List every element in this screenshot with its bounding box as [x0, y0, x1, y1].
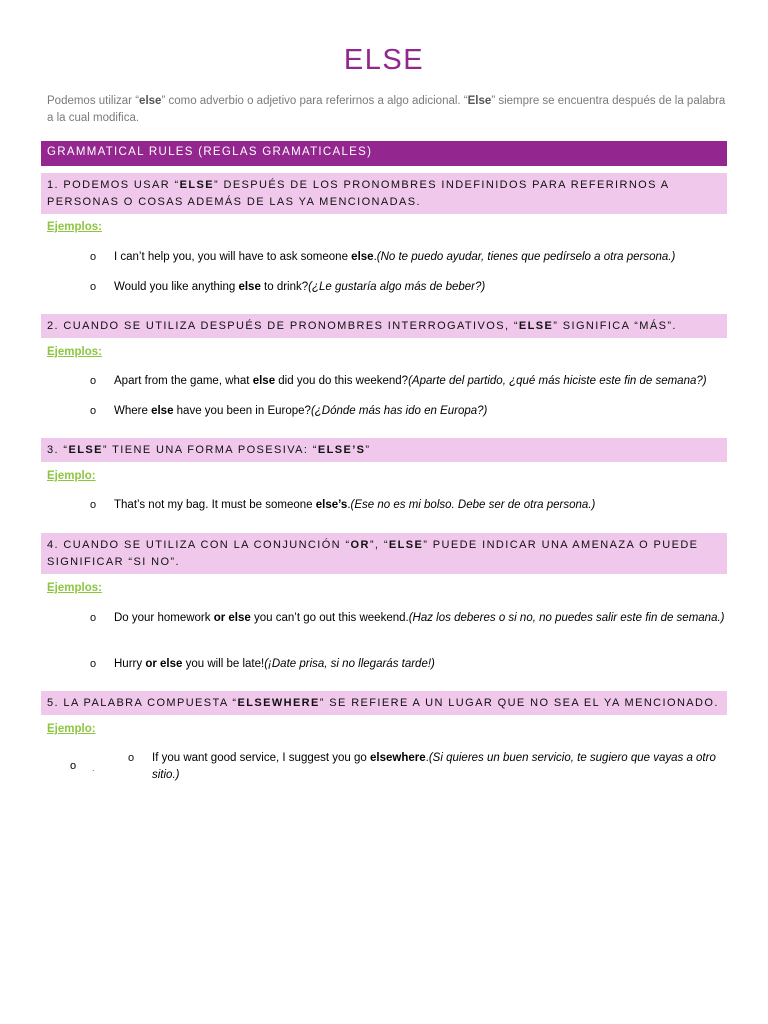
section-5-example-label: Ejemplo: [47, 723, 96, 735]
example-keyword: else [151, 405, 174, 417]
example-en-end: did you do this weekend? [275, 375, 409, 387]
bullet-icon: o [90, 405, 97, 417]
dot-icon: . [92, 763, 95, 773]
example-keyword: elsewhere [370, 752, 426, 764]
section-3-header-bold-2: ELSE’S [317, 444, 366, 456]
example-en: I can’t help you, you will have to ask someone [114, 251, 352, 263]
bullet-icon: o [90, 251, 97, 263]
section-4-header-bold: OR [350, 539, 370, 551]
section-1-header [41, 173, 727, 214]
section-2-header-bold: ELSE [518, 320, 554, 332]
example-en-end: . [373, 251, 377, 263]
section-5-header [41, 691, 727, 715]
example-keyword: else [351, 251, 374, 263]
bullet-icon: o [128, 752, 135, 764]
example-keyword: else [252, 375, 276, 387]
example-en: Where [114, 405, 152, 417]
example-translation: (Haz los deberes o si no, no puedes salir este fin de semana.) [408, 612, 725, 624]
example-keyword: else’s [315, 499, 348, 511]
example-en-end: you can’t go out this weekend. [250, 612, 409, 624]
section-1-header-text-2: ” DESPUÉS DE LOS PRONOMBRES INDEFINIDOS PARA REFERIRNOS A PERSONAS O COSAS ADEMÁS DE LAS YA MENCIONADAS. [47, 179, 669, 208]
section-4-header-text-3: ” PUEDE INDICAR UNA AMENAZA O PUEDE SIGNIFICAR “SI NO”. [47, 539, 699, 568]
example-keyword: or else [213, 612, 251, 624]
example-keyword: or else [145, 658, 183, 670]
example-en: Apart from the game, what [114, 375, 253, 387]
example-translation: (No te puedo ayudar, tienes que pedírselo a otra persona.) [376, 251, 676, 263]
intro-paragraph [47, 93, 727, 127]
intro-bold-1: else [139, 95, 162, 107]
section-4-example-1 [90, 610, 730, 644]
section-2-header-text-2: ” SIGNIFICA “MÁS”. [553, 320, 677, 332]
bullet-icon: o [90, 612, 97, 624]
example-translation: (Aparte del partido, ¿qué más hiciste este fin de semana?) [408, 375, 707, 387]
section-5-example-1 [128, 750, 728, 784]
example-text [114, 279, 726, 296]
section-2-examples-label: Ejemplos: [47, 346, 102, 358]
section-5-header-text-2: ” SE REFIERE A UN LUGAR QUE NO SEA EL YA MENCIONADO. [319, 697, 719, 709]
section-3-example-label: Ejemplo: [47, 470, 96, 482]
section-3-header-bold: ELSE [68, 444, 103, 456]
bullet-icon: o [90, 281, 97, 293]
example-translation: (Ese no es mi bolso. Debe ser de otra persona.) [350, 499, 596, 511]
intro-text-2: ” como adverbio o adjetivo para referirnos a algo adicional. “ [161, 95, 468, 107]
main-section-header: GRAMMATICAL RULES (REGLAS GRAMATICALES) [41, 141, 727, 166]
bullet-icon: o [90, 375, 97, 387]
example-en: Do your homework [114, 612, 214, 624]
section-4-header-bold-2: ELSE [388, 539, 424, 551]
section-3-header [41, 438, 727, 462]
example-translation: (¿Dónde más has ido en Europa?) [310, 405, 488, 417]
example-text [114, 610, 726, 627]
bullet-icon: o [70, 760, 77, 772]
example-en: Hurry [114, 658, 146, 670]
section-1-header-text: 1. PODEMOS USAR “ [47, 179, 180, 191]
section-4-examples-label: Ejemplos: [47, 582, 102, 594]
example-en-end: have you been in Europe? [173, 405, 311, 417]
section-1-header-bold: ELSE [179, 179, 214, 191]
example-en-end: to drink? [260, 281, 309, 293]
section-3-header-text: 3. “ [47, 444, 69, 456]
example-en-end: you will be late! [182, 658, 265, 670]
intro-bold-2: Else [467, 95, 492, 107]
intro-text-3: ” siempre se encuentra después de la palabra a la cual modifica. [47, 95, 726, 124]
intro-text-1: Podemos utilizar “ [47, 95, 140, 107]
example-translation: (¡Date prisa, si no llegarás tarde!) [264, 658, 435, 670]
example-en-end: . [425, 752, 429, 764]
section-1-examples-label: Ejemplos: [47, 221, 102, 233]
section-2-header [41, 314, 727, 338]
example-text [114, 403, 726, 420]
example-en-end: . [347, 499, 351, 511]
section-3-header-text-3: ” [365, 444, 371, 456]
section-5-header-text: 5. LA PALABRA COMPUESTA “ [47, 697, 238, 709]
example-translation: (¿Le gustaría algo más de beber?) [308, 281, 486, 293]
example-text [114, 373, 726, 390]
section-4-header-text-2: ”, “ [369, 539, 389, 551]
example-text [114, 249, 726, 266]
section-2-header-text: 2. CUANDO SE UTILIZA DESPUÉS DE PRONOMBRES INTERROGATIVOS, “ [47, 320, 519, 332]
example-text [114, 497, 726, 514]
bullet-icon: o [90, 499, 97, 511]
bullet-icon: o [90, 658, 97, 670]
example-text [114, 656, 726, 673]
example-translation: (Si quieres un buen servicio, te sugiero que vayas a otro sitio.) [152, 752, 716, 781]
section-4-header-text: 4. CUANDO SE UTILIZA CON LA CONJUNCIÓN “ [47, 539, 351, 551]
example-keyword: else [238, 281, 261, 293]
section-5-header-bold: ELSEWHERE [237, 697, 320, 709]
example-en: That’s not my bag. It must be someone [114, 499, 316, 511]
section-3-header-text-2: ” TIENE UNA FORMA POSESIVA: “ [102, 444, 318, 456]
example-en: Would you like anything [114, 281, 239, 293]
example-en: If you want good service, I suggest you go [152, 752, 370, 764]
page-title: ELSE [343, 44, 425, 76]
example-text [152, 750, 724, 784]
section-4-header [41, 533, 727, 574]
